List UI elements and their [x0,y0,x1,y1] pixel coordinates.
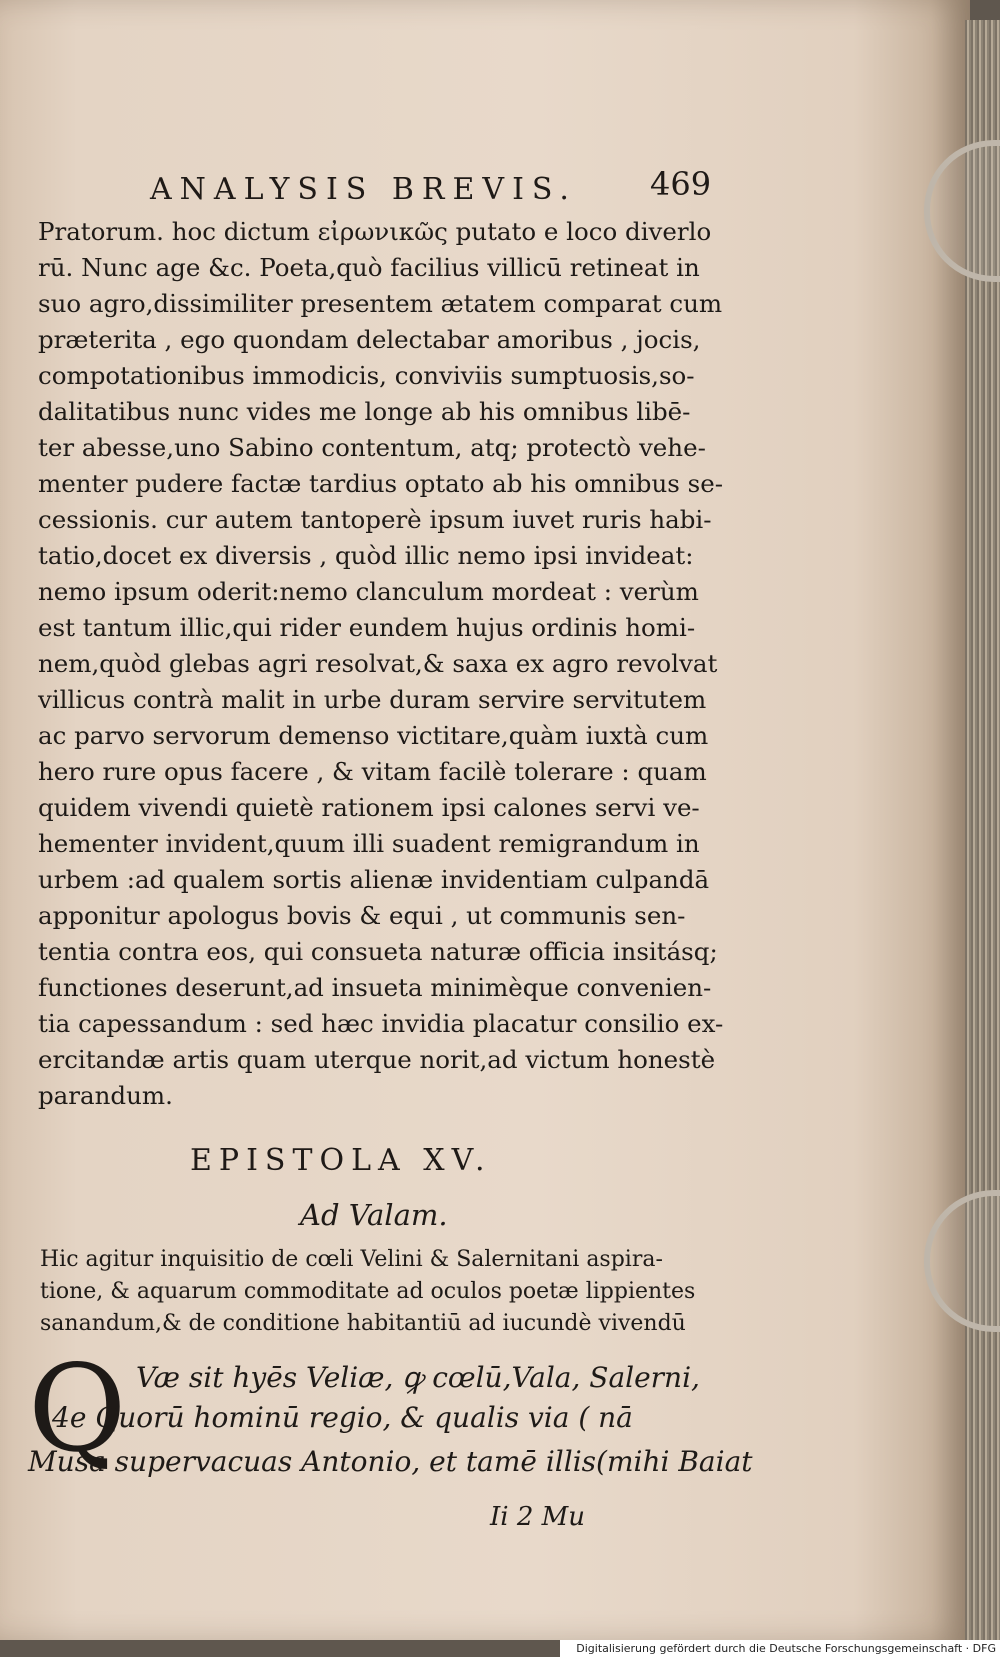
verse-line: Musa supervacuas Antonio, et tamē illis(mihi Baiat [28,1445,753,1478]
text-line: hero rure opus facere , & vitam facilè tolerare : quam [38,757,707,786]
text-line: dalitatibus nunc vides me longe ab his omnibus libē- [38,397,691,426]
text-line: apponitur apologus bovis & equi , ut communis sen- [38,901,686,930]
text-line: tatio,docet ex diversis , quòd illic nemo ipsi invideat: [38,541,694,570]
text-line: tentia contra eos, qui consueta naturæ officia insitásq; [38,937,718,966]
text-line: menter pudere factæ tardius optato ab his omnibus se- [38,469,723,498]
text-line: functiones deserunt,ad insueta minimèque convenien- [38,973,712,1002]
summary-line: tione, & aquarum commoditate ad oculos poetæ lippientes [40,1279,696,1304]
text-line: præterita , ego quondam delectabar amoribus , jocis, [38,325,701,354]
text-line: villicus contrà malit in urbe duram servire servitutem [38,685,707,714]
dfg-footer: Digitalisierung gefördert durch die Deutsche Forschungsgemeinschaft · DFG [560,1640,1000,1657]
verse-line: Væ sit hyēs Veliæ, ꝙ cœlū,Vala, Salerni, [136,1361,700,1394]
text-line: cessionis. cur autem tantoperè ipsum iuvet ruris habi- [38,505,712,534]
epistola-summary [40,1244,720,1340]
running-head: ANALYSIS BREVIS. [150,172,577,207]
summary-line: sanandum,& de conditione habitantiū ad iucundè vivendū [40,1311,686,1336]
signature-catchword: Ii 2 Mu [490,1502,586,1532]
text-line: suo agro,dissimiliter presentem ætatem comparat cum [38,289,723,318]
commentary-text [38,214,724,1114]
text-line: ter abesse,uno Sabino contentum, atq; protectò vehe- [38,433,706,462]
text-line: parandum. [38,1081,173,1110]
text-line: quidem vivendi quietè rationem ipsi calones servi ve- [38,793,700,822]
text-line: tia capessandum : sed hæc invidia placatur consilio ex- [38,1009,724,1038]
text-line: urbem :ad qualem sortis alienæ invidentiam culpandā [38,865,710,894]
summary-line: Hic agitur inquisitio de cœli Velini & Salernitani aspira- [40,1247,663,1272]
text-line: hementer invident,quum illi suadent remigrandum in [38,829,700,858]
epistola-subheading: Ad Valam. [300,1198,448,1232]
text-line: nemo ipsum oderit:nemo clanculum mordeat : verùm [38,577,699,606]
text-line: rū. Nunc age &c. Poeta,quò facilius villicū retineat in [38,253,700,282]
text-line: ercitandæ artis quam uterque norit,ad victum honestè [38,1045,716,1074]
text-line: nem,quòd glebas agri resolvat,& saxa ex agro revolvat [38,649,718,678]
drop-cap: Q [28,1340,127,1479]
text-line: ac parvo servorum demenso victitare,quàm iuxtà cum [38,721,709,750]
text-line: Pratorum. hoc dictum εἰρωνικῶς putato e loco diverlo [38,217,712,246]
text-line: est tantum illic,qui rider eundem hujus ordinis homi- [38,613,696,642]
verse-line: 4e Quorū hominū regio, & qualis via ( nā [52,1401,633,1434]
epistola-heading: EPISTOLA XV. [190,1143,492,1178]
text-line: compotationibus immodicis, conviviis sumptuosis,so- [38,361,695,390]
page-number: 469 [650,165,712,203]
